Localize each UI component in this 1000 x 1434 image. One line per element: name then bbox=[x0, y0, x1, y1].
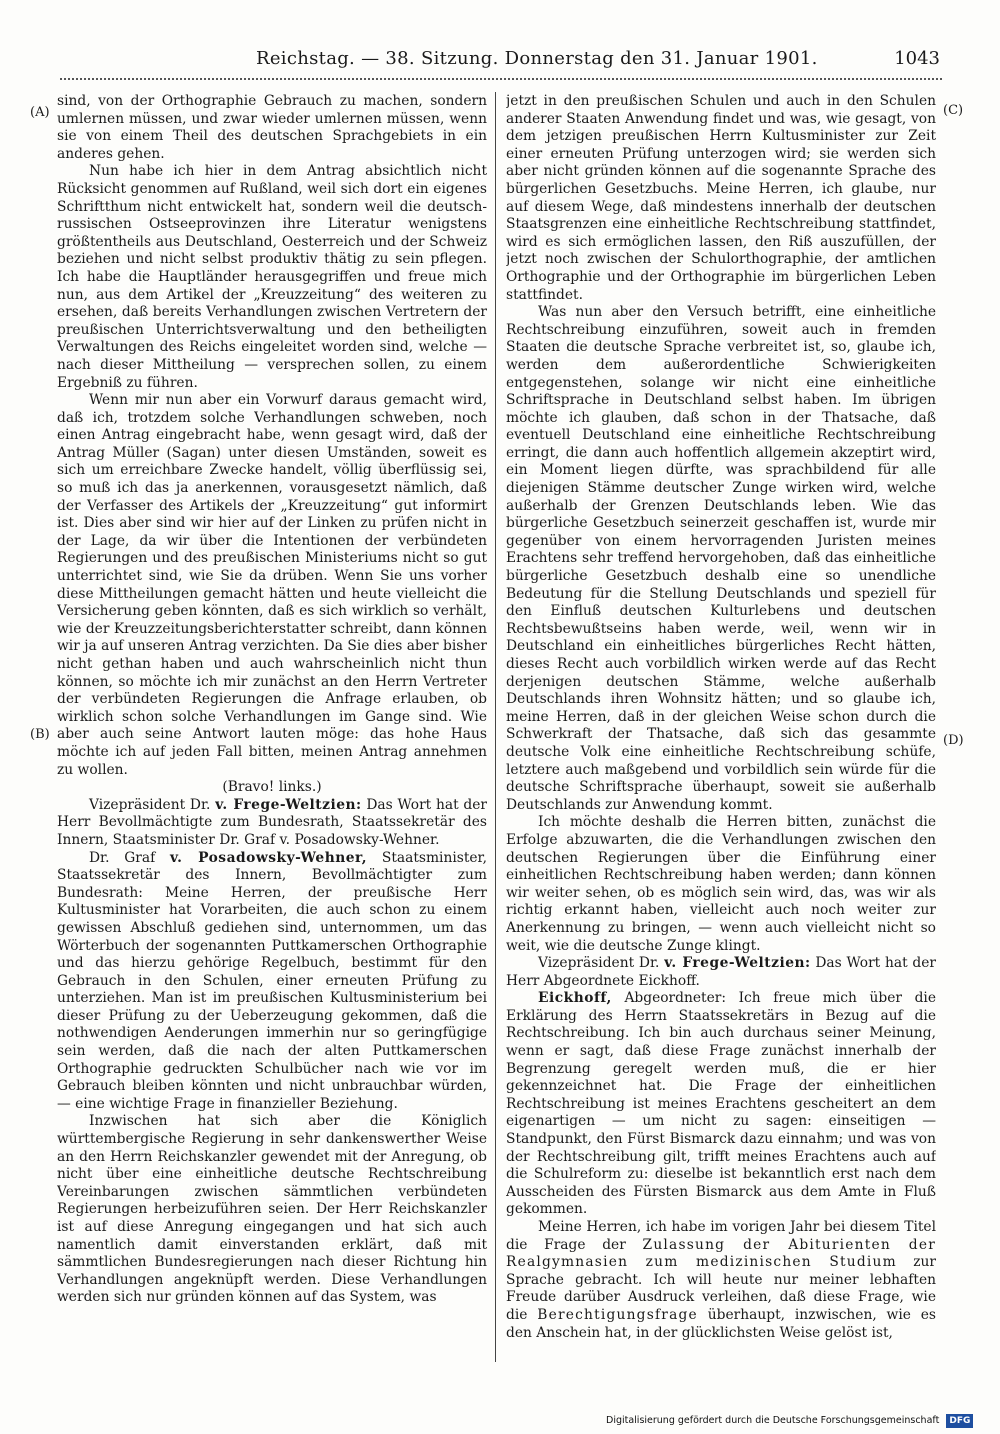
text-run: zur Sprache gebracht. Ich will heute nur meiner lebhaften Freude darüber Ausdruck verleihen, daß diese Frage, wie die bbox=[506, 1254, 936, 1323]
speaker-role: Dr. Graf bbox=[89, 849, 156, 866]
paragraph: Inzwischen hat sich aber die Königlich württembergische Regierung in sehr dankenswerther Weise an den Herrn Reichskanzler gewendet mit der Anregung, ob nicht über eine einheitliche deutsche Rechtschreibung Vereinbarungen zwischen sämmtlichen verbündeten Regierungen herbeizuführen seien. Der Herr Reichskanzler ist auf diese Anregung eingegangen und hat sich auch namentlich damit einverstanden erklärt, daß mit sämmtlichen Bundesregierungen nach dieser Richtung hin Verhandlungen angeknüpft werden. Diese Verhandlungen werden sich nur gründen können auf das System, was bbox=[57, 1113, 487, 1306]
margin-mark-b: (B) bbox=[30, 727, 50, 742]
margin-mark-c: (C) bbox=[943, 103, 964, 118]
speaker-name: v. Frege-Weltzien: bbox=[664, 955, 811, 972]
margin-mark-a: (A) bbox=[30, 105, 50, 120]
speaker-paragraph bbox=[506, 955, 936, 990]
speaker-role: Vizepräsident Dr. bbox=[538, 955, 660, 972]
spaced-text: Zulassung der Abiturienten der Realgymnasien zum medizinischen Studium bbox=[506, 1236, 936, 1271]
digitization-credit bbox=[606, 1414, 973, 1428]
spaced-text: Berechtigungsfrage bbox=[537, 1306, 698, 1323]
speaker-name: Eickhoff, bbox=[538, 990, 612, 1007]
paragraph: Was nun aber den Versuch betrifft, eine einheitliche Rechtschreibung einzuführen, soweit auch in fremden Staaten die deutsche Sprache verbreitet ist, so, glaube ich, werden dem außerordentliche Schwierigkeiten entgegenstehen, solange wir nicht eine einheitliche Schriftsprache in Deutschland selbst haben. Im übrigen möchte ich glauben, daß schon in der Thatsache, daß eventuell Deutschland eine einheitliche Rechtschreibung erringt, die dann auch hoffentlich allgemein akzeptirt wird, ein Moment liegen dürfte, was sprachbildend für alle diejenigen Stämme deutscher Zunge wirken wird, welche außerhalb der Grenzen Deutschlands leben. Wie das bürgerliche Gesetzbuch seinerzeit geschaffen ist, wurde mir gegenüber von einem hervorragenden Juristen meines Erachtens sehr treffend hervorgehoben, daß das einheitliche bürgerliche Gesetzbuch deshalb eine so unendliche Bedeutung für die Stellung Deutschlands und speziell für den Einfluß deutschen Kulturlebens und deutschen Rechtsbewußtseins haben werde, weil, wenn wir in Deutschland ein einheitliches bürgerliches Recht hätten, dieses Recht auch vorbildlich wirken werde auf das Recht derjenigen deutschen Stämme, welche außerhalb Deutschlands ihren Wohnsitz hätten; und so glaube ich, meine Herren, daß in der gleichen Weise schon durch die Schwerkraft der Thatsache, daß sich das gesammte deutsche Volk eine einheitliche Rechtschreibung schüfe, letztere auch maßgebend und vorbildlich sein würde für die deutsche Schriftsprache überhaupt, soweit sie außerhalb Deutschlands zur Anwendung kommt. bbox=[506, 304, 936, 813]
page-number: 1043 bbox=[894, 48, 940, 69]
paragraph: jetzt in den preußischen Schulen und auch in den Schulen anderer Staaten Anwendung findet und was, wie gesagt, von dem jetzigen preußischen Herrn Kultusminister zur Zeit einer erneuten Prüfung unterzogen wird; sie werden sich aber nicht gründen können auf die sogenannte Sprache des bürgerlichen Gesetzbuchs. Meine Herren, ich glaube, nur auf diesem Wege, daß mindestens innerhalb der deutschen Staatsgrenzen eine einheitliche Rechtschreibung stattfindet, wird es sich ermöglichen lassen, den Riß auszufüllen, der jetzt noch zwischen der Schulorthographie, der amtlichen Orthographie und der Orthographie im bürgerlichen Leben stattfindet. bbox=[506, 93, 936, 303]
paragraph: sind, von der Orthographie Gebrauch zu machen, sondern umlernen müssen, und zwar wieder umlernen müssen, wenn sie von einem Theil des deutschen Sprachgebiets in ein anderes gehen. bbox=[57, 93, 487, 162]
column-divider bbox=[495, 92, 496, 1362]
text-run: überhaupt, inzwischen, wie es den Anschein hat, in der glücklichsten Weise gelöst ist, bbox=[506, 1306, 936, 1341]
speaker-name: v. Posadowsky-Wehner, bbox=[170, 849, 368, 866]
header-rule bbox=[60, 78, 942, 80]
speech-text: Das Wort hat der Herr Bevollmächtigte zum Bundesrath, Staatssekretär des Innern, Staatsminister Dr. Graf v. Posadowsky-Wehner. bbox=[57, 796, 487, 848]
right-column bbox=[506, 93, 936, 1363]
speaker-paragraph bbox=[506, 990, 936, 1219]
paragraph: Ich möchte deshalb die Herren bitten, zunächst die Erfolge abzuwarten, die die Verhandlungen zwischen den deutschen Regierungen über die Einführung einer einheitlichen Rechtschreibung haben werden; dann können wir weiter sehen, ob es möglich sein wird, das, was wir als richtig erkannt haben, vielleicht auch noch weiter zur Anerkennung zu bringen, — wenn auch vielleicht nicht so weit, wie die deutsche Zunge klingt. bbox=[506, 814, 936, 954]
paragraph bbox=[506, 1219, 936, 1342]
page-header bbox=[60, 46, 940, 72]
speaker-name: v. Frege-Weltzien: bbox=[215, 796, 362, 813]
applause-note: (Bravo! links.) bbox=[222, 779, 322, 796]
margin-mark-d: (D) bbox=[943, 733, 964, 748]
speaker-role: Vizepräsident Dr. bbox=[89, 796, 211, 813]
speaker-paragraph bbox=[57, 850, 487, 1114]
left-column bbox=[57, 93, 487, 1363]
speech-text: Abgeordneter: Ich freue mich über die Erklärung des Herrn Staatssekretärs in Bezug auf die Rechtschreibung. Ich bin auch durchaus seiner Meinung, wenn er sagt, daß diese Frage zunächst innerhalb der Begrenzung geregelt werden muß, die er hier gekennzeichnet hat. Die Frage der einheitlichen Rechtschreibung ist meines Erachtens gescheitert an dem eigenartigen — um nicht zu sagen: einseitigen — Standpunkt, den Fürst Bismarck dazu einnahm; und was von der Rechtschreibung gilt, trifft meines Erachtens auch auf die Schulreform zu: dieselbe ist bekanntlich erst nach dem Ausscheiden des Fürsten Bismarck aus dem Amte in Fluß gekommen. bbox=[506, 990, 936, 1218]
text-run: Meine Herren, ich habe im vorigen Jahr bei diesem Titel die Frage der bbox=[506, 1219, 936, 1253]
running-title: Reichstag. — 38. Sitzung. Donnerstag den 31. Januar 1901. bbox=[256, 48, 818, 69]
paragraph: Nun habe ich hier in dem Antrag absichtlich nicht Rücksicht genommen auf Rußland, weil sich dort ein eigenes Schriftthum nicht entwickelt hat, sondern weil die deutsch-russischen Ostseeprovinzen ihre Literatur wenigstens größtentheils aus Deutschland, Oesterreich und der Schweiz beziehen und nicht selbst produktiv thätig zu sein pflegen. Ich habe die Hauptländer herausgegriffen und freue mich nun, aus dem Artikel der „Kreuzzeitung“ des weiteren zu ersehen, daß bereits Verhandlungen zwischen Vertretern der preußischen Unterrichtsverwaltung und den betheiligten Verwaltungen des Reichs eingeleitet worden sind, welche — nach dieser Mittheilung — versprechen sollen, zu einem Ergebniß zu führen. bbox=[57, 163, 487, 391]
speech-text: Staatsminister, Staatssekretär des Innern, Bevollmächtigter zum Bundesrath: Meine Herren, der preußische Herr Kultusminister hat Vorarbeiten, die auch schon zu einem gewissen Abschluß gediehen sind, unternommen, um das Wörterbuch der sogenannten Puttkamerschen Orthographie und das hierzu gehörige Regelbuch, bestimmt für den Gebrauch in den Schulen, einer erneuten Prüfung zu unterziehen. Man ist im preußischen Kultusministerium bei dieser Prüfung zu der Ueberzeugung gekommen, daß die nothwendigen Aenderungen immerhin nur so geringfügige sein werden, daß die nach der alten Puttkamerschen Orthographie gedruckten Schulbücher nach wie vor im Gebrauch bleiben könnten und nicht unbrauchbar würden, — eine wichtige Frage in finanzieller Beziehung. bbox=[57, 849, 487, 1112]
speaker-paragraph bbox=[57, 797, 487, 850]
credit-text: Digitalisierung gefördert durch die Deutsche Forschungsgemeinschaft bbox=[606, 1415, 940, 1426]
dfg-logo: DFG bbox=[946, 1414, 973, 1428]
speech-text: Das Wort hat der Herr Abgeordnete Eickhoff. bbox=[506, 955, 936, 989]
paragraph: Wenn mir nun aber ein Vorwurf daraus gemacht wird, daß ich, trotzdem solche Verhandlungen schweben, noch einen Antrag eingebracht habe, wenn gesagt wird, daß der Antrag Müller (Sagan) unter diesen Umständen, soweit es sich um erreichbare Zwecke handelt, völlig überflüssig sei, so muß ich das ja anerkennen, vorausgesetzt nämlich, daß der Verfasser des Artikels der „Kreuzzeitung“ gut informirt ist. Dies aber sind wir hier auf der Linken zu prüfen nicht in der Lage, da wir über die Intentionen der verbündeten Regierungen und des preußischen Ministeriums nicht so gut unterrichtet sind, wie Sie da drüben. Wenn Sie uns vorher diese Mittheilungen gemacht hätten und heute vielleicht die Versicherung geben könnten, daß es sich wirklich so verhält, wie der Kreuzzeitungsberichterstatter schreibt, dann können wir ja auf unseren Antrag verzichten. Da Sie dies aber bisher nicht gethan haben und auch wahrscheinlich nicht thun können, so möchte ich mir zunächst an den Herrn Vertreter der verbündeten Regierungen die Anfrage erlauben, ob wirklich schon solche Verhandlungen im Gange sind. Wie aber auch seine Antwort lauten möge: das hohe Haus möchte ich auf jeden Fall bitten, meinen Antrag annehmen zu wollen. bbox=[57, 392, 487, 778]
